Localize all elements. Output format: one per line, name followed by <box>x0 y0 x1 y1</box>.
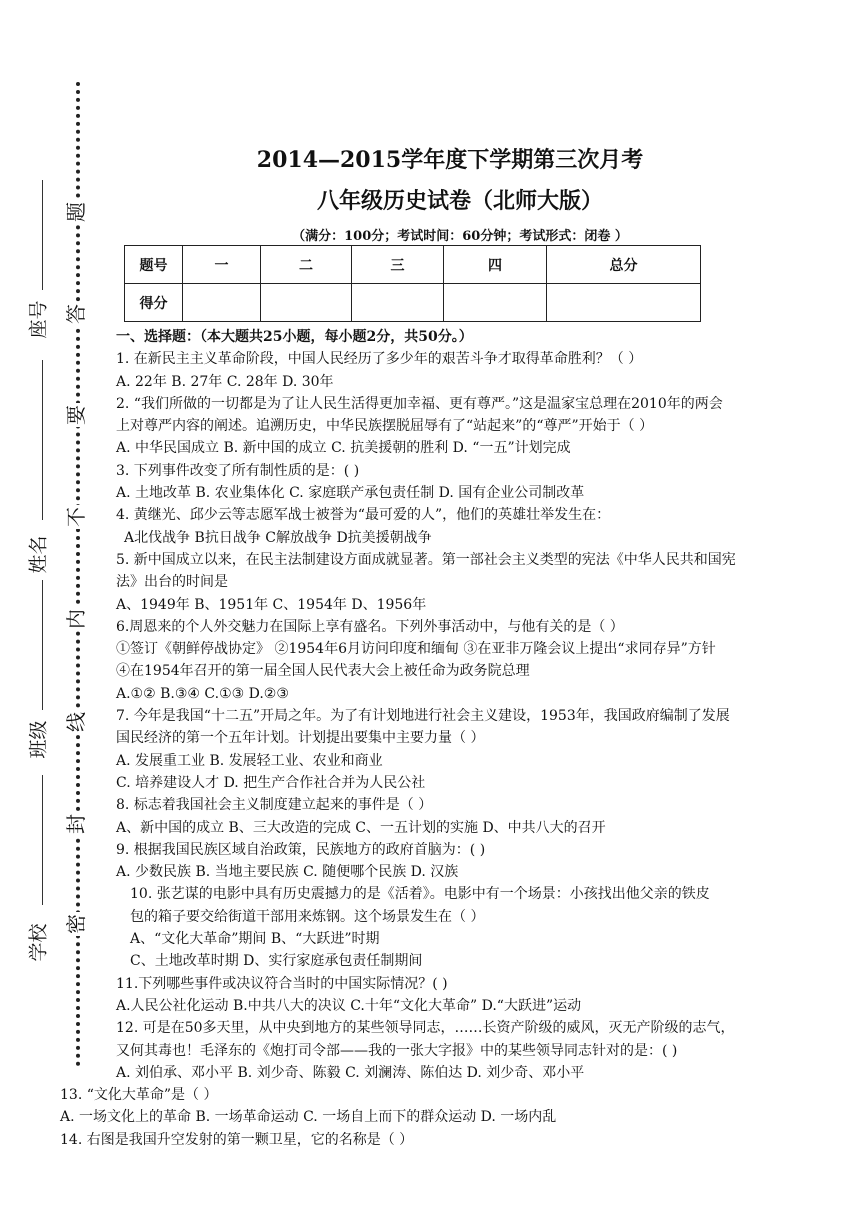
question-line: ①签订《朝鲜停战协定》 ②1954年6月访问印度和缅甸 ③在亚非万隆会议上提出“求同存异”方针 <box>116 641 716 658</box>
question-line: C、土地改革时期 D、实行家庭承包责任制期间 <box>130 953 423 970</box>
question-line: A北伐战争 B抗日战争 C解放战争 D抗美援朝战争 <box>124 529 432 546</box>
question-line: 3. 下列事件改变了所有制性质的是：( ) <box>116 462 360 479</box>
question-line: 国民经济的第一个五年计划。计划提出要集中主要力量（ ） <box>116 730 485 747</box>
question-line: A、1949年 B、1951年 C、1954年 D、1956年 <box>116 596 427 613</box>
score-blank-cell <box>183 284 261 322</box>
question-line: 12. 可是在50多天里，从中央到地方的某些领导同志，……长资产阶级的威风，灭无产阶级的志气， <box>116 1020 735 1037</box>
exam-info: （满分：100分；考试时间：60分钟；考试形式：闭卷 ） <box>292 229 628 244</box>
question-line: 1. 在新民主主义革命阶段，中国人民经历了多少年的艰苦斗争才取得革命胜利？（ ） <box>116 351 643 368</box>
seal-char: 不 <box>64 507 88 527</box>
table-cell: 一 <box>183 246 261 284</box>
school-line <box>42 775 43 905</box>
seal-char: 线 <box>64 712 88 732</box>
table-cell: 总分 <box>547 246 701 284</box>
question-line: 8. 标志着我国社会主义制度建立起来的事件是（ ） <box>116 797 433 814</box>
school-label: 学校 <box>27 923 50 962</box>
seal-char: 答 <box>64 304 88 324</box>
seal-char: 封 <box>64 814 88 834</box>
question-line: A.人民公社化运动 B.中共八大的决议 C.十年“文化大革命” D.“大跃进”运动 <box>116 997 582 1014</box>
score-table <box>124 245 701 322</box>
question-line: 又何其毒也！毛泽东的《炮打司令部——我的一张大字报》中的某些领导同志针对的是：( ) <box>116 1042 678 1059</box>
question-line: 9. 根据我国民族区域自治政策，民族地方的政府首脑为：( ) <box>116 841 486 858</box>
table-cell: 三 <box>352 246 444 284</box>
score-blank-cell <box>261 284 352 322</box>
question-line: 6.周恩来的个人外交魅力在国际上享有盛名。下列外事活动中，与他有关的是（ ） <box>116 618 624 635</box>
question-line: A、新中国的成立 B、三大改造的完成 C、一五计划的实施 D、中共八大的召开 <box>116 819 606 836</box>
question-line: A. 少数民族 B. 当地主要民族 C. 随便哪个民族 D. 汉族 <box>116 864 459 881</box>
class-line <box>42 580 43 710</box>
question-line: 11.下列哪些事件或决议符合当时的中国实际情况？( ) <box>116 975 448 992</box>
question-line: 2. “我们所做的一切都是为了让人民生活得更加幸福、更有尊严。”这是温家宝总理在2010年的两会 <box>116 395 723 412</box>
class-label: 班级 <box>27 720 50 759</box>
score-blank-cell <box>547 284 701 322</box>
question-line: A. 发展重工业 B. 发展轻工业、农业和商业 <box>116 752 383 769</box>
question-line: 包的箱子要交给街道干部用来炼钢。这个场景发生在（ ） <box>130 908 485 925</box>
score-blank-cell <box>444 284 547 322</box>
seal-char: 密 <box>64 914 88 934</box>
table-cell: 二 <box>261 246 352 284</box>
score-table-score-row <box>125 284 701 322</box>
question-line: 4. 黄继光、邱少云等志愿军战士被誉为“最可爱的人”，他们的英雄壮举发生在： <box>116 507 611 524</box>
score-table-header-row <box>125 246 701 284</box>
question-line: A. 22年 B. 27年 C. 28年 D. 30年 <box>116 373 334 390</box>
question-line: 10. 张艺谋的电影中具有历史震撼力的是《活着》。电影中有一个场景：小孩找出他父亲的铁皮 <box>130 886 710 903</box>
section-heading: 一、选择题：（本大题共25小题，每小题2分，共50分。） <box>116 329 473 345</box>
seal-char: 题 <box>64 202 88 222</box>
question-line: A. 一场文化上的革命 B. 一场革命运动 C. 一场自上而下的群众运动 D. 一场内乱 <box>60 1109 557 1126</box>
question-line: A. 土地改革 B. 农业集体化 C. 家庭联产承包责任制 D. 国有企业公司制改革 <box>116 485 585 502</box>
question-line: A. 刘伯承、邓小平 B. 刘少奇、陈毅 C. 刘澜涛、陈伯达 D. 刘少奇、邓小平 <box>116 1064 585 1081</box>
exam-subtitle: 八年级历史试卷（北师大版） <box>316 188 603 214</box>
question-line: A. 中华民国成立 B. 新中国的成立 C. 抗美援朝的胜利 D. “一五”计划完成 <box>116 440 571 457</box>
table-cell: 题号 <box>125 246 183 284</box>
table-cell: 四 <box>444 246 547 284</box>
question-line: 法》出台的时间是 <box>116 574 228 591</box>
question-line: 5. 新中国成立以来，在民主法制建设方面成就显著。第一部社会主义类型的宪法《中华人民共和国宪 <box>116 551 736 568</box>
table-cell: 得分 <box>125 284 183 322</box>
exam-title: 2014—2015学年度下学期第三次月考 <box>256 147 644 173</box>
question-line: ④在1954年召开的第一届全国人民代表大会上被任命为政务院总理 <box>116 663 530 680</box>
name-label: 姓名 <box>27 535 50 574</box>
question-content <box>60 326 806 1151</box>
question-line: 14. 右图是我国升空发射的第一颗卫星，它的名称是（ ） <box>60 1131 414 1148</box>
seat-number-label: 座号 <box>27 300 50 339</box>
question-line: 上对尊严内容的阐述。追溯历史，中华民族摆脱屈辱有了“站起来”的“尊严”开始于（ ） <box>116 418 654 435</box>
question-line: 13. “文化大革命”是（ ） <box>60 1087 218 1104</box>
name-line <box>42 360 43 520</box>
question-line: A、“文化大革命”期间 B、“大跃进”时期 <box>130 931 380 948</box>
seal-char: 内 <box>64 609 88 629</box>
question-line: C. 培养建设人才 D. 把生产合作社合并为人民公社 <box>116 774 426 791</box>
score-blank-cell <box>352 284 444 322</box>
question-line: 7. 今年是我国“十二五”开局之年。为了有计划地进行社会主义建设，1953年，我国政府编制了发展 <box>116 708 730 725</box>
question-line: A.①② B.③④ C.①③ D.②③ <box>116 685 289 702</box>
seal-char: 要 <box>64 405 88 425</box>
